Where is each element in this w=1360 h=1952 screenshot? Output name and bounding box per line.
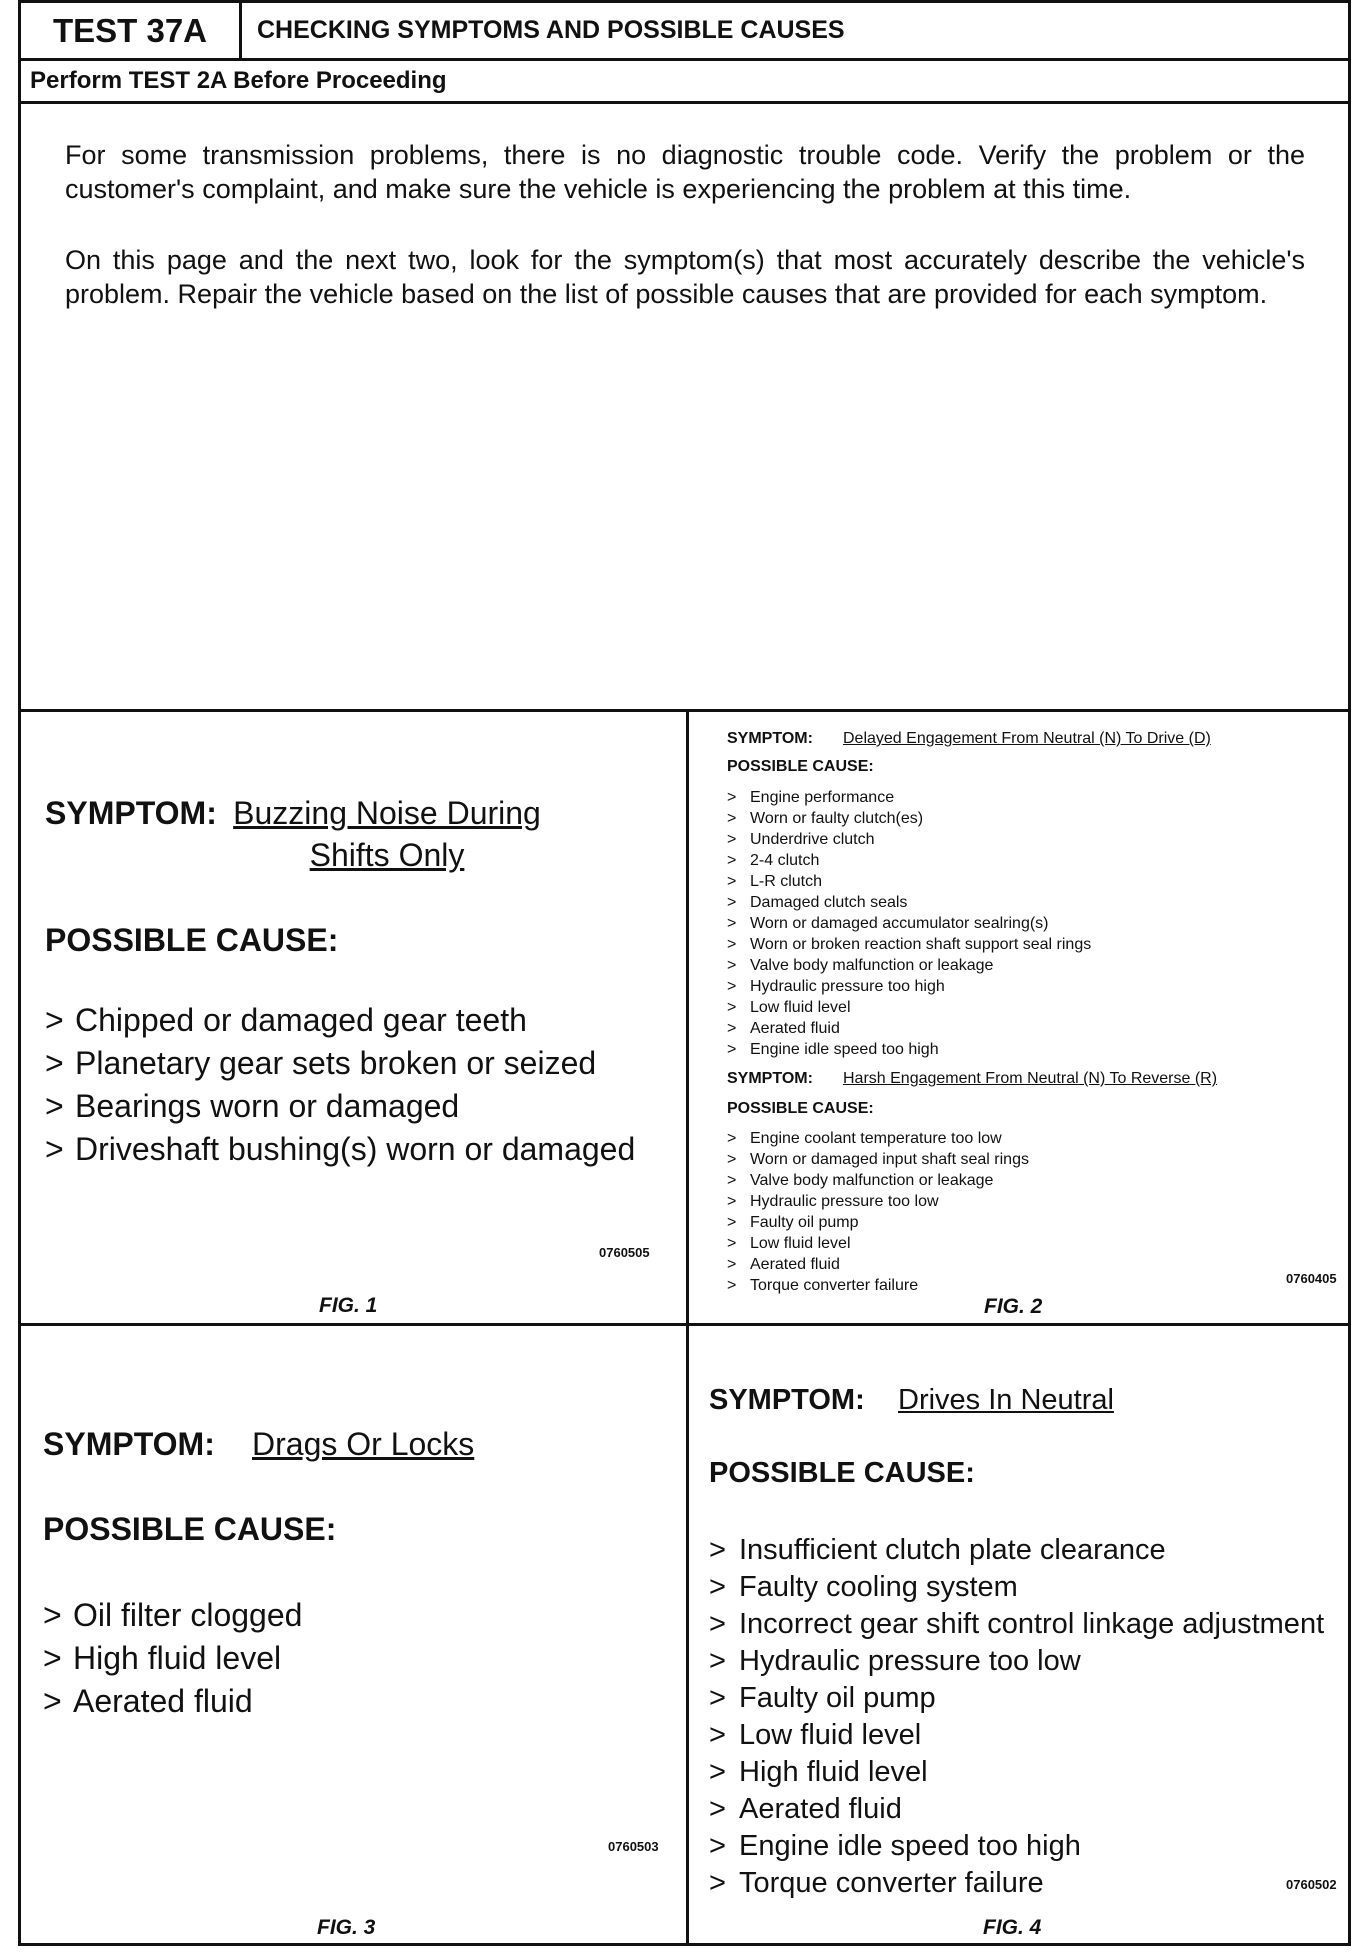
list-item: > Damaged clutch seals: [727, 892, 1091, 913]
list-item: > Driveshaft bushing(s) worn or damaged: [45, 1128, 635, 1171]
fig2-caption: FIG. 2: [984, 1295, 1043, 1318]
intro-paragraph-1: For some transmission problems, there is no diagnostic trouble code. Verify the problem or the customer's complaint, and make sure the vehicle is experiencing the problem at this time.: [65, 140, 1305, 204]
fig4-caption: FIG. 4: [983, 1916, 1042, 1939]
fig3-symptom-label: SYMPTOM:: [43, 1426, 215, 1462]
fig1-caption: FIG. 1: [319, 1294, 378, 1317]
fig1-symptom-line1: Buzzing Noise During: [233, 795, 541, 831]
fig4-image-code: 0760502: [1286, 1877, 1337, 1892]
list-item: > Hydraulic pressure too high: [727, 976, 1091, 997]
fig2-image-code: 0760405: [1286, 1271, 1337, 1286]
list-item: > Low fluid level: [727, 1233, 1029, 1254]
list-item: > Faulty oil pump: [727, 1212, 1029, 1233]
fig4-cause-list: [709, 1532, 1324, 1902]
intro-paragraph-2: On this page and the next two, look for the symptom(s) that most accurately describe the vehicle's problem. Repair the vehicle based on the list of possible causes that are provided for each symptom.: [65, 245, 1305, 309]
fig4-symptom-label: SYMPTOM:: [709, 1384, 865, 1416]
list-item: > Insufficient clutch plate clearance: [709, 1532, 1324, 1569]
fig3-cause-list: [43, 1594, 302, 1723]
fig3-panel: [21, 1326, 686, 1946]
list-item: > Hydraulic pressure too low: [709, 1643, 1324, 1680]
list-item: > Oil filter clogged: [43, 1594, 302, 1637]
list-item: > Hydraulic pressure too low: [727, 1191, 1029, 1212]
list-item: > Worn or damaged input shaft seal rings: [727, 1149, 1029, 1170]
fig3-image-code: 0760503: [608, 1839, 659, 1854]
fig2-cause-list-a: [727, 787, 1091, 1060]
list-item: > Engine idle speed too high: [727, 1039, 1091, 1060]
fig3-symptom-value: Drags Or Locks: [252, 1426, 475, 1462]
list-item: > Incorrect gear shift control linkage adjustment: [709, 1606, 1324, 1643]
list-item: > Worn or damaged accumulator sealring(s): [727, 913, 1091, 934]
fig3-possible-cause-label: POSSIBLE CAUSE:: [43, 1511, 337, 1547]
list-item: > High fluid level: [43, 1637, 302, 1680]
list-item: > Engine performance: [727, 787, 1091, 808]
fig3-caption: FIG. 3: [317, 1916, 376, 1939]
list-item: > 2-4 clutch: [727, 850, 1091, 871]
header-bar: [21, 3, 1348, 61]
fig1-image-code: 0760505: [599, 1245, 650, 1260]
list-item: > Valve body malfunction or leakage: [727, 1170, 1029, 1191]
diagnostic-sheet: [18, 0, 1351, 1946]
list-item: > Engine coolant temperature too low: [727, 1128, 1029, 1149]
list-item: > Aerated fluid: [709, 1791, 1324, 1828]
list-item: > L-R clutch: [727, 871, 1091, 892]
list-item: > Chipped or damaged gear teeth: [45, 999, 635, 1042]
fig2-cause-list-b: [727, 1128, 1029, 1296]
fig2-symptom-a-value: Delayed Engagement From Neutral (N) To Drive (D): [843, 730, 1211, 747]
list-item: > Faulty cooling system: [709, 1569, 1324, 1606]
fig4-possible-cause-label: POSSIBLE CAUSE:: [709, 1457, 975, 1489]
list-item: > Aerated fluid: [43, 1680, 302, 1723]
list-item: > Planetary gear sets broken or seized: [45, 1042, 635, 1085]
list-item: > High fluid level: [709, 1754, 1324, 1791]
fig2-symptom-a-label: SYMPTOM:: [727, 730, 813, 747]
fig1-symptom-line2: Shifts Only: [309, 837, 465, 873]
list-item: > Underdrive clutch: [727, 829, 1091, 850]
test-id: TEST 37A: [21, 3, 242, 58]
fig2-symptom-b-label: SYMPTOM:: [727, 1070, 813, 1087]
test-title: CHECKING SYMPTOMS AND POSSIBLE CAUSES: [257, 16, 845, 44]
prerequisite-note: Perform TEST 2A Before Proceeding: [21, 61, 1348, 104]
fig2-possible-cause-b-label: POSSIBLE CAUSE:: [727, 1100, 874, 1117]
fig2-possible-cause-a-label: POSSIBLE CAUSE:: [727, 758, 874, 775]
fig2-symptom-b-value: Harsh Engagement From Neutral (N) To Reverse (R): [843, 1070, 1218, 1087]
fig1-cause-list: [45, 999, 635, 1171]
list-item: > Faulty oil pump: [709, 1680, 1324, 1717]
fig1-symptom-value: [227, 792, 547, 876]
list-item: > Valve body malfunction or leakage: [727, 955, 1091, 976]
list-item: > Torque converter failure: [709, 1865, 1324, 1902]
list-item: > Engine idle speed too high: [709, 1828, 1324, 1865]
list-item: > Low fluid level: [709, 1717, 1324, 1754]
list-item: > Worn or faulty clutch(es): [727, 808, 1091, 829]
fig2-panel: [689, 712, 1351, 1323]
fig1-symptom-label: SYMPTOM:: [45, 795, 217, 831]
list-item: > Low fluid level: [727, 997, 1091, 1018]
fig1-possible-cause-label: POSSIBLE CAUSE:: [45, 922, 339, 958]
list-item: > Torque converter failure: [727, 1275, 1029, 1296]
list-item: > Bearings worn or damaged: [45, 1085, 635, 1128]
list-item: > Aerated fluid: [727, 1018, 1091, 1039]
fig1-panel: [21, 712, 686, 1323]
list-item: > Aerated fluid: [727, 1254, 1029, 1275]
fig4-symptom-value: Drives In Neutral: [898, 1384, 1114, 1416]
list-item: > Worn or broken reaction shaft support seal rings: [727, 934, 1091, 955]
fig4-panel: [689, 1326, 1351, 1946]
